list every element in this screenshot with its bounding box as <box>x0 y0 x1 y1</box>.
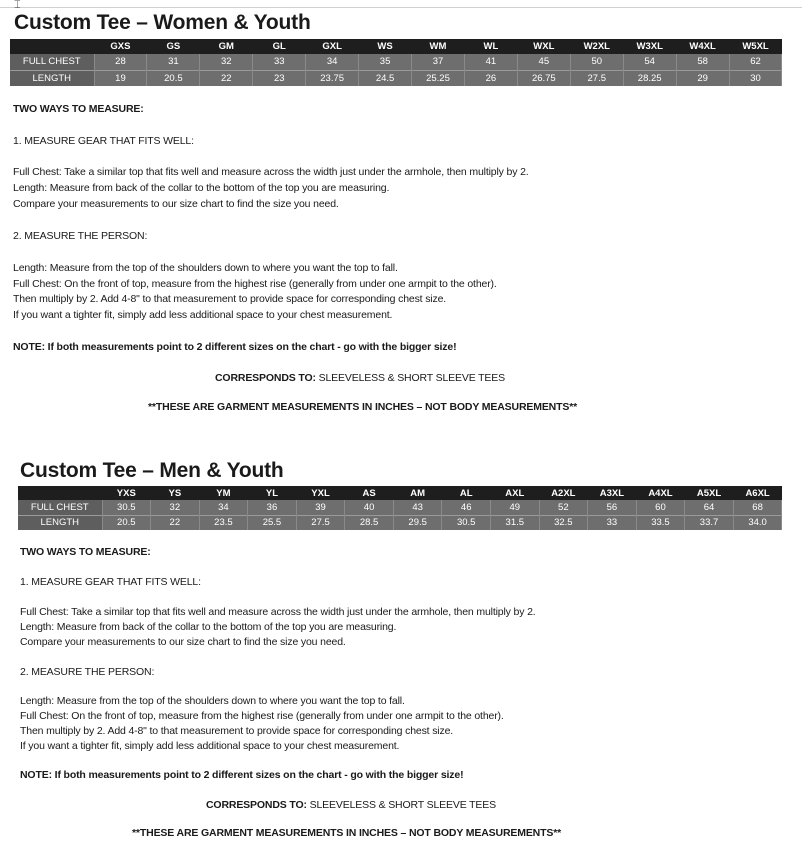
instruction-line: Full Chest: Take a similar top that fits well and measure across the width just under the armhole, then multiply by 2. <box>13 166 529 178</box>
table-row <box>10 70 782 86</box>
size-column-header: A6XL <box>733 486 782 500</box>
row-label: LENGTH <box>18 515 102 530</box>
table-cell: 62 <box>729 54 782 70</box>
table-cell: 29 <box>676 70 729 86</box>
size-column-header: GS <box>147 39 200 54</box>
instruction-line: Length: Measure from the top of the shoulders down to where you want the top to fall. <box>20 695 405 707</box>
table-cell: 22 <box>200 70 253 86</box>
table-cell: 45 <box>517 54 570 70</box>
table-cell: 26 <box>464 70 517 86</box>
corresponds-label: CORRESPONDS TO: <box>206 799 307 811</box>
step1-title: 1. MEASURE GEAR THAT FITS WELL: <box>20 576 201 588</box>
table-cell: 22 <box>151 515 200 530</box>
table-cell: 50 <box>570 54 623 70</box>
size-column-header: GM <box>200 39 253 54</box>
size-column-header: YXS <box>102 486 151 500</box>
size-column-header: W2XL <box>570 39 623 54</box>
text-cursor-icon: ⌶ <box>14 0 21 11</box>
table-cell: 29.5 <box>393 515 442 530</box>
instruction-line: Full Chest: Take a similar top that fits well and measure across the width just under the armhole, then multiply by 2. <box>20 606 536 618</box>
table-cell: 49 <box>491 500 540 515</box>
table-cell: 46 <box>442 500 491 515</box>
size-column-header: YXL <box>296 486 345 500</box>
table-cell: 39 <box>296 500 345 515</box>
instruction-line: Length: Measure from back of the collar to the bottom of the top you are measuring. <box>13 182 390 194</box>
table-cell: 31 <box>147 54 200 70</box>
table-cell: 68 <box>733 500 782 515</box>
instruction-line: Full Chest: On the front of top, measure from the highest rise (generally from under one armpit to the other). <box>20 710 504 722</box>
table-cell: 41 <box>464 54 517 70</box>
table-cell: 60 <box>636 500 685 515</box>
instruction-line: Compare your measurements to our size chart to find the size you need. <box>13 198 339 210</box>
table-cell: 33 <box>253 54 306 70</box>
table-cell: 33 <box>588 515 637 530</box>
size-column-header: A3XL <box>588 486 637 500</box>
table-header-row <box>18 486 782 500</box>
page-top-divider <box>0 7 802 8</box>
table-cell: 64 <box>685 500 734 515</box>
table-cell: 32.5 <box>539 515 588 530</box>
size-column-header: YL <box>248 486 297 500</box>
corresponds-value: SLEEVELESS & SHORT SLEEVE TEES <box>309 799 496 811</box>
step2-title: 2. MEASURE THE PERSON: <box>13 230 148 242</box>
corresponds-line <box>215 372 505 384</box>
step1-title: 1. MEASURE GEAR THAT FITS WELL: <box>13 135 194 147</box>
table-cell: 34.0 <box>733 515 782 530</box>
corresponds-label: CORRESPONDS TO: <box>215 372 316 384</box>
table-cell: 25.5 <box>248 515 297 530</box>
table-row <box>10 54 782 70</box>
size-column-header: W5XL <box>729 39 782 54</box>
size-column-header: AXL <box>491 486 540 500</box>
size-column-header: A5XL <box>685 486 734 500</box>
size-column-header: WXL <box>517 39 570 54</box>
corresponds-line <box>206 799 496 811</box>
size-column-header: GL <box>253 39 306 54</box>
size-column-header: YS <box>151 486 200 500</box>
corresponds-value: SLEEVELESS & SHORT SLEEVE TEES <box>318 372 505 384</box>
measure-heading: TWO WAYS TO MEASURE: <box>13 103 144 115</box>
size-column-header: WS <box>359 39 412 54</box>
table-row <box>18 515 782 530</box>
size-column-header: A2XL <box>539 486 588 500</box>
measurement-footer: **THESE ARE GARMENT MEASUREMENTS IN INCHES – NOT BODY MEASUREMENTS** <box>148 401 578 413</box>
table-cell: 27.5 <box>570 70 623 86</box>
table-cell: 37 <box>412 54 465 70</box>
table-cell: 56 <box>588 500 637 515</box>
table-cell: 20.5 <box>102 515 151 530</box>
instruction-line: Compare your measurements to our size chart to find the size you need. <box>20 636 346 648</box>
table-cell: 23.75 <box>306 70 359 86</box>
row-label: FULL CHEST <box>18 500 102 515</box>
table-cell: 27.5 <box>296 515 345 530</box>
table-cell: 32 <box>200 54 253 70</box>
table-corner-cell <box>18 486 102 500</box>
measurement-footer: **THESE ARE GARMENT MEASUREMENTS IN INCHES – NOT BODY MEASUREMENTS** <box>132 827 562 839</box>
table-cell: 40 <box>345 500 394 515</box>
instruction-line: If you want a tighter fit, simply add less additional space to your chest measurement. <box>13 309 393 321</box>
table-cell: 19 <box>94 70 147 86</box>
size-chart-table <box>10 39 782 86</box>
size-column-header: GXS <box>94 39 147 54</box>
size-column-header: AM <box>393 486 442 500</box>
size-column-header: W3XL <box>623 39 676 54</box>
table-cell: 26.75 <box>517 70 570 86</box>
table-cell: 43 <box>393 500 442 515</box>
instruction-line: If you want a tighter fit, simply add less additional space to your chest measurement. <box>20 740 400 752</box>
table-cell: 32 <box>151 500 200 515</box>
size-column-header: WL <box>464 39 517 54</box>
table-cell: 58 <box>676 54 729 70</box>
size-column-header: YM <box>199 486 248 500</box>
table-header-row <box>10 39 782 54</box>
table-cell: 20.5 <box>147 70 200 86</box>
table-cell: 36 <box>248 500 297 515</box>
instruction-line: Then multiply by 2. Add 4-8" to that measurement to provide space for corresponding chest size. <box>20 725 454 737</box>
table-cell: 54 <box>623 54 676 70</box>
table-cell: 34 <box>199 500 248 515</box>
instruction-line: Full Chest: On the front of top, measure from the highest rise (generally from under one armpit to the other). <box>13 278 497 290</box>
instruction-line: Length: Measure from the top of the shoulders down to where you want the top to fall. <box>13 262 398 274</box>
table-cell: 33.5 <box>636 515 685 530</box>
table-cell: 30.5 <box>442 515 491 530</box>
size-column-header: GXL <box>306 39 359 54</box>
table-cell: 23 <box>253 70 306 86</box>
table-cell: 23.5 <box>199 515 248 530</box>
table-row <box>18 500 782 515</box>
size-column-header: WM <box>412 39 465 54</box>
table-cell: 28.25 <box>623 70 676 86</box>
row-label: LENGTH <box>10 70 94 86</box>
table-cell: 34 <box>306 54 359 70</box>
table-cell: 35 <box>359 54 412 70</box>
table-cell: 52 <box>539 500 588 515</box>
table-cell: 28 <box>94 54 147 70</box>
instruction-line: Length: Measure from back of the collar to the bottom of the top you are measuring. <box>20 621 397 633</box>
table-corner-cell <box>10 39 94 54</box>
table-cell: 25.25 <box>412 70 465 86</box>
size-column-header: AS <box>345 486 394 500</box>
section-title: Custom Tee – Women & Youth <box>14 11 311 34</box>
size-column-header: W4XL <box>676 39 729 54</box>
measure-heading: TWO WAYS TO MEASURE: <box>20 546 151 558</box>
size-column-header: AL <box>442 486 491 500</box>
table-cell: 24.5 <box>359 70 412 86</box>
size-note: NOTE: If both measurements point to 2 different sizes on the chart - go with the bigger size! <box>20 769 464 781</box>
table-cell: 33.7 <box>685 515 734 530</box>
instruction-line: Then multiply by 2. Add 4-8" to that measurement to provide space for corresponding chest size. <box>13 293 447 305</box>
size-column-header: A4XL <box>636 486 685 500</box>
size-note: NOTE: If both measurements point to 2 different sizes on the chart - go with the bigger size! <box>13 341 457 353</box>
step2-title: 2. MEASURE THE PERSON: <box>20 666 155 678</box>
table-cell: 30.5 <box>102 500 151 515</box>
table-cell: 31.5 <box>491 515 540 530</box>
table-cell: 28.5 <box>345 515 394 530</box>
row-label: FULL CHEST <box>10 54 94 70</box>
size-chart-table <box>18 486 782 530</box>
section-title: Custom Tee – Men & Youth <box>20 459 284 482</box>
table-cell: 30 <box>729 70 782 86</box>
